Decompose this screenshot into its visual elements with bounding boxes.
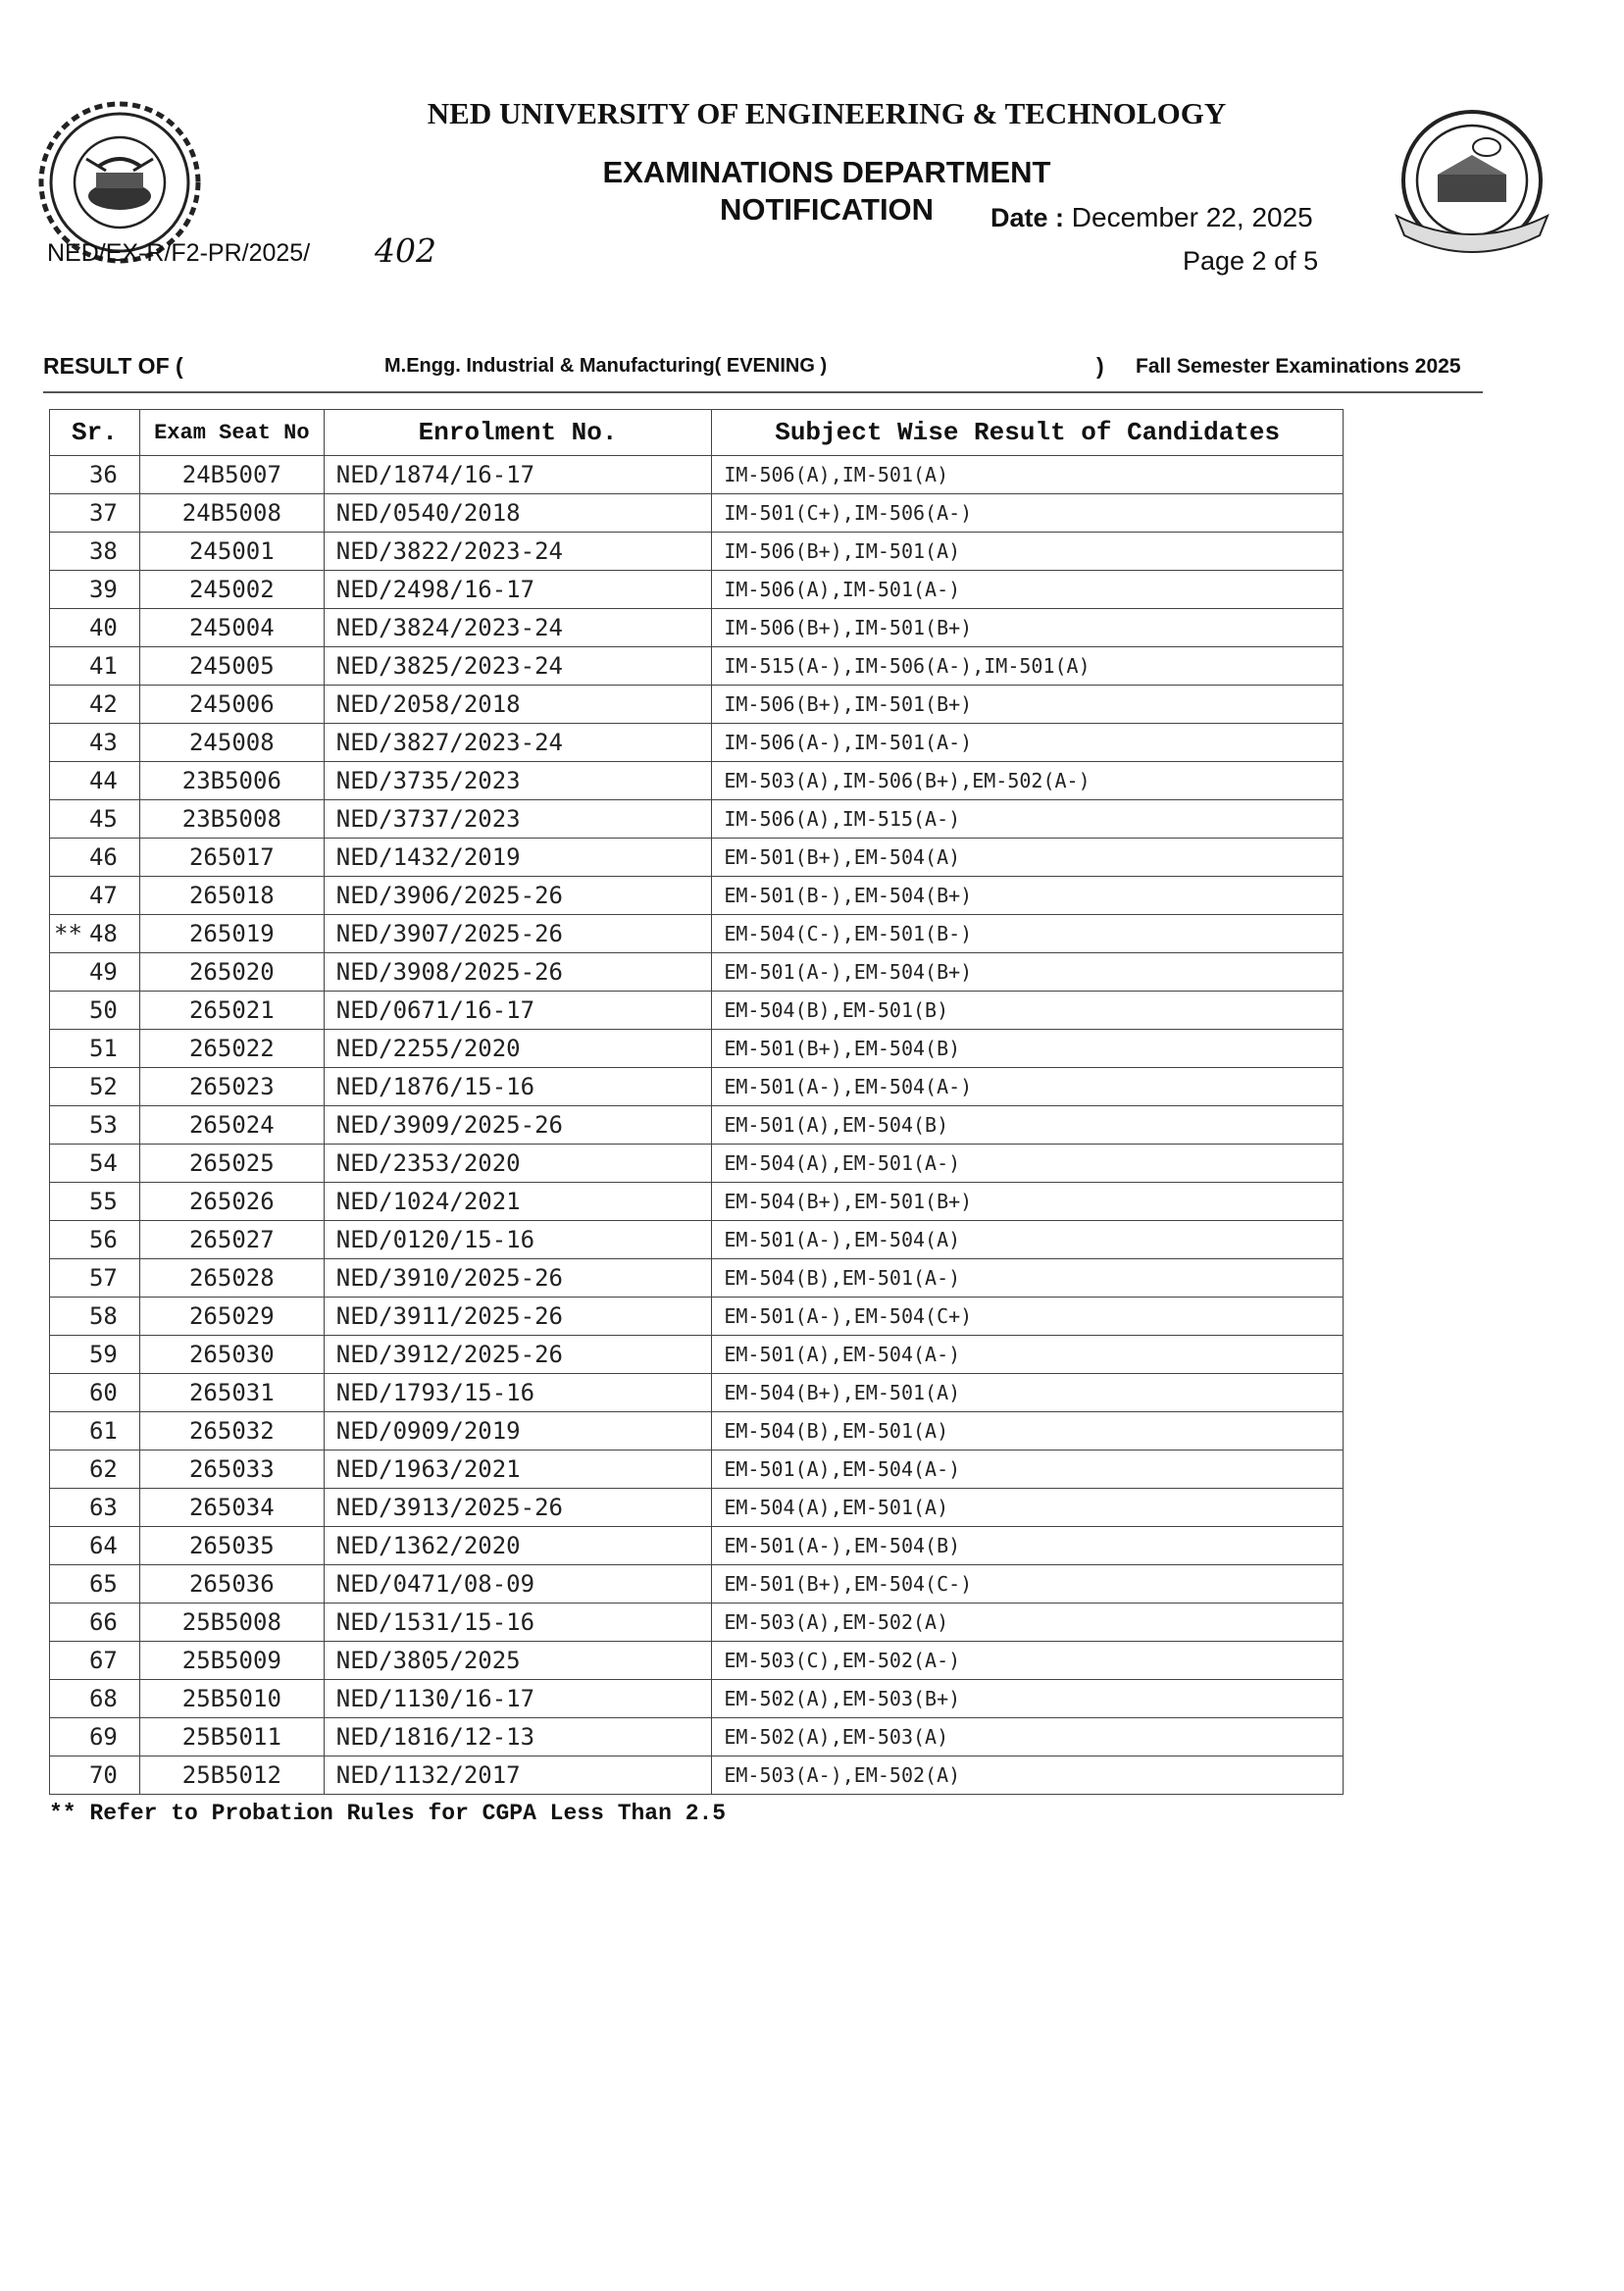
cell-enrolment: NED/1132/2017 (324, 1756, 712, 1795)
cell-seat-no: 265029 (139, 1298, 324, 1336)
cell-result: EM-504(B),EM-501(A) (712, 1412, 1344, 1451)
cell-sr (50, 762, 140, 800)
sr-number: 38 (88, 537, 118, 565)
cell-result: EM-501(B+),EM-504(B) (712, 1030, 1344, 1068)
cell-enrolment: NED/1130/16-17 (324, 1680, 712, 1718)
table-row (50, 1680, 1344, 1718)
cell-seat-no: 25B5012 (139, 1756, 324, 1795)
cell-seat-no: 265036 (139, 1565, 324, 1604)
cell-result: EM-501(B+),EM-504(C-) (712, 1565, 1344, 1604)
cell-sr (50, 1718, 140, 1756)
cell-enrolment: NED/3805/2025 (324, 1642, 712, 1680)
cell-result: IM-506(A),IM-501(A) (712, 456, 1344, 494)
cell-enrolment: NED/3913/2025-26 (324, 1489, 712, 1527)
cell-enrolment: NED/3909/2025-26 (324, 1106, 712, 1145)
table-row (50, 1221, 1344, 1259)
cell-enrolment: NED/1024/2021 (324, 1183, 712, 1221)
cell-seat-no: 265017 (139, 839, 324, 877)
cell-sr (50, 915, 140, 953)
cell-sr (50, 533, 140, 571)
sr-number: 42 (88, 690, 118, 718)
sr-number: 61 (88, 1417, 118, 1445)
cell-sr (50, 494, 140, 533)
table-row (50, 647, 1344, 686)
sr-number: 65 (88, 1570, 118, 1598)
cell-seat-no: 25B5011 (139, 1718, 324, 1756)
cell-sr (50, 1183, 140, 1221)
sr-number: 60 (88, 1379, 118, 1406)
cell-seat-no: 245005 (139, 647, 324, 686)
cell-result: EM-504(C-),EM-501(B-) (712, 915, 1344, 953)
cell-result: EM-501(A),EM-504(A-) (712, 1451, 1344, 1489)
cell-sr (50, 1489, 140, 1527)
sr-number: 52 (88, 1073, 118, 1100)
cell-enrolment: NED/3825/2023-24 (324, 647, 712, 686)
cell-seat-no: 265023 (139, 1068, 324, 1106)
table-row (50, 571, 1344, 609)
table-row (50, 609, 1344, 647)
cell-seat-no: 265033 (139, 1451, 324, 1489)
table-row (50, 686, 1344, 724)
cell-sr (50, 1756, 140, 1795)
sr-number: 58 (88, 1302, 118, 1330)
sr-number: 66 (88, 1608, 118, 1636)
date-value: December 22, 2025 (1071, 202, 1313, 232)
table-row (50, 1259, 1344, 1298)
sr-number: 49 (88, 958, 118, 986)
table-row (50, 915, 1344, 953)
sr-number: 40 (88, 614, 118, 641)
sr-number: 47 (88, 882, 118, 909)
cell-enrolment: NED/3912/2025-26 (324, 1336, 712, 1374)
table-row (50, 1756, 1344, 1795)
cell-enrolment: NED/1816/12-13 (324, 1718, 712, 1756)
cell-seat-no: 265018 (139, 877, 324, 915)
cell-sr (50, 1642, 140, 1680)
cell-result: EM-503(C),EM-502(A-) (712, 1642, 1344, 1680)
sr-number: 68 (88, 1685, 118, 1712)
cell-result: EM-503(A),EM-502(A) (712, 1604, 1344, 1642)
cell-enrolment: NED/3827/2023-24 (324, 724, 712, 762)
result-of-label: RESULT OF ( (43, 353, 183, 379)
cell-seat-no: 265034 (139, 1489, 324, 1527)
table-row (50, 839, 1344, 877)
cell-result: EM-501(A-),EM-504(B+) (712, 953, 1344, 992)
cell-sr (50, 1336, 140, 1374)
cell-seat-no: 265024 (139, 1106, 324, 1145)
cell-enrolment: NED/2255/2020 (324, 1030, 712, 1068)
cell-sr (50, 1221, 140, 1259)
cell-result: EM-504(B+),EM-501(A) (712, 1374, 1344, 1412)
cell-seat-no: 25B5009 (139, 1642, 324, 1680)
table-header-row (50, 410, 1344, 456)
cell-sr (50, 1374, 140, 1412)
cell-seat-no: 25B5008 (139, 1604, 324, 1642)
sr-number: 57 (88, 1264, 118, 1292)
column-header-sr: Sr. (50, 410, 140, 456)
probation-flag: ** (54, 920, 82, 947)
table-row (50, 1183, 1344, 1221)
table-row (50, 1298, 1344, 1336)
sr-number: 37 (88, 499, 118, 527)
cell-seat-no: 265027 (139, 1221, 324, 1259)
cell-result: EM-501(A),EM-504(A-) (712, 1336, 1344, 1374)
sr-number: 55 (88, 1188, 118, 1215)
cell-enrolment: NED/0471/08-09 (324, 1565, 712, 1604)
sr-number: 43 (88, 729, 118, 756)
cell-enrolment: NED/3910/2025-26 (324, 1259, 712, 1298)
cell-sr (50, 1451, 140, 1489)
table-row (50, 724, 1344, 762)
cell-enrolment: NED/1432/2019 (324, 839, 712, 877)
cell-sr (50, 800, 140, 839)
cell-seat-no: 245004 (139, 609, 324, 647)
cell-enrolment: NED/2058/2018 (324, 686, 712, 724)
cell-seat-no: 265021 (139, 992, 324, 1030)
cell-sr (50, 1068, 140, 1106)
cell-seat-no: 245008 (139, 724, 324, 762)
cell-sr (50, 686, 140, 724)
cell-result: EM-502(A),EM-503(B+) (712, 1680, 1344, 1718)
sr-number: 48 (88, 920, 118, 947)
sr-number: 69 (88, 1723, 118, 1751)
cell-seat-no: 265020 (139, 953, 324, 992)
results-table-body (50, 456, 1344, 1795)
result-of-close-paren: ) (1096, 353, 1104, 379)
cell-enrolment: NED/2498/16-17 (324, 571, 712, 609)
cell-result: EM-501(A-),EM-504(A) (712, 1221, 1344, 1259)
table-row (50, 1336, 1344, 1374)
table-row (50, 953, 1344, 992)
cell-seat-no: 265028 (139, 1259, 324, 1298)
cell-seat-no: 265022 (139, 1030, 324, 1068)
table-row (50, 762, 1344, 800)
cell-seat-no: 23B5006 (139, 762, 324, 800)
sr-number: 39 (88, 576, 118, 603)
cell-result: EM-504(A),EM-501(A-) (712, 1145, 1344, 1183)
cell-seat-no: 265035 (139, 1527, 324, 1565)
cell-sr (50, 1565, 140, 1604)
table-row (50, 800, 1344, 839)
table-row (50, 1604, 1344, 1642)
university-name: NED UNIVERSITY OF ENGINEERING & TECHNOLOGY (427, 96, 1227, 130)
semester-name: Fall Semester Examinations 2025 (1136, 355, 1461, 378)
table-row (50, 992, 1344, 1030)
cell-enrolment: NED/1963/2021 (324, 1451, 712, 1489)
cell-result: IM-506(B+),IM-501(B+) (712, 686, 1344, 724)
table-row (50, 1527, 1344, 1565)
cell-seat-no: 245001 (139, 533, 324, 571)
table-row (50, 456, 1344, 494)
sr-number: 44 (88, 767, 118, 794)
cell-sr (50, 1527, 140, 1565)
date-label: Date : (990, 203, 1065, 232)
table-row (50, 1145, 1344, 1183)
sr-number: 53 (88, 1111, 118, 1139)
sr-number: 59 (88, 1341, 118, 1368)
cell-result: IM-506(B+),IM-501(A) (712, 533, 1344, 571)
cell-result: IM-501(C+),IM-506(A-) (712, 494, 1344, 533)
cell-enrolment: NED/3737/2023 (324, 800, 712, 839)
cell-enrolment: NED/0909/2019 (324, 1412, 712, 1451)
cell-seat-no: 265031 (139, 1374, 324, 1412)
cell-sr (50, 953, 140, 992)
cell-enrolment: NED/1362/2020 (324, 1527, 712, 1565)
sr-number: 50 (88, 996, 118, 1024)
cell-result: EM-503(A-),EM-502(A) (712, 1756, 1344, 1795)
cell-enrolment: NED/3911/2025-26 (324, 1298, 712, 1336)
cell-seat-no: 245006 (139, 686, 324, 724)
cell-result: EM-503(A),IM-506(B+),EM-502(A-) (712, 762, 1344, 800)
cell-result: IM-506(A),IM-501(A-) (712, 571, 1344, 609)
sr-number: 51 (88, 1035, 118, 1062)
cell-enrolment: NED/2353/2020 (324, 1145, 712, 1183)
sr-number: 46 (88, 843, 118, 871)
cell-sr (50, 877, 140, 915)
cell-result: IM-515(A-),IM-506(A-),IM-501(A) (712, 647, 1344, 686)
cell-sr (50, 992, 140, 1030)
cell-result: EM-502(A),EM-503(A) (712, 1718, 1344, 1756)
cell-enrolment: NED/1876/15-16 (324, 1068, 712, 1106)
cell-enrolment: NED/3907/2025-26 (324, 915, 712, 953)
cell-result: EM-504(B),EM-501(A-) (712, 1259, 1344, 1298)
table-row (50, 877, 1344, 915)
cell-result: EM-501(B-),EM-504(B+) (712, 877, 1344, 915)
sr-number: 45 (88, 805, 118, 833)
page-number: Page 2 of 5 (1183, 246, 1319, 276)
table-row (50, 1451, 1344, 1489)
cell-result: IM-506(B+),IM-501(B+) (712, 609, 1344, 647)
cell-seat-no: 24B5008 (139, 494, 324, 533)
cell-sr (50, 571, 140, 609)
sr-number: 41 (88, 652, 118, 680)
handwritten-reference-number: 402 (375, 231, 436, 270)
table-row (50, 1718, 1344, 1756)
cell-seat-no: 265025 (139, 1145, 324, 1183)
cell-enrolment: NED/3908/2025-26 (324, 953, 712, 992)
cell-sr (50, 456, 140, 494)
cell-sr (50, 1030, 140, 1068)
cell-sr (50, 1145, 140, 1183)
cell-sr (50, 1259, 140, 1298)
sr-number: 64 (88, 1532, 118, 1559)
sr-number: 54 (88, 1149, 118, 1177)
cell-enrolment: NED/3822/2023-24 (324, 533, 712, 571)
cell-seat-no: 23B5008 (139, 800, 324, 839)
cell-enrolment: NED/1531/15-16 (324, 1604, 712, 1642)
cell-result: EM-501(A-),EM-504(C+) (712, 1298, 1344, 1336)
cell-sr (50, 1412, 140, 1451)
sr-number: 36 (88, 461, 118, 488)
table-row (50, 1642, 1344, 1680)
cell-result: EM-501(A-),EM-504(B) (712, 1527, 1344, 1565)
cell-seat-no: 265026 (139, 1183, 324, 1221)
cell-sr (50, 609, 140, 647)
cell-seat-no: 265019 (139, 915, 324, 953)
cell-seat-no: 25B5010 (139, 1680, 324, 1718)
program-name: M.Engg. Industrial & Manufacturing( EVENING ) (384, 355, 828, 377)
cell-result: EM-504(B),EM-501(B) (712, 992, 1344, 1030)
cell-enrolment: NED/0540/2018 (324, 494, 712, 533)
cell-enrolment: NED/3824/2023-24 (324, 609, 712, 647)
sr-number: 63 (88, 1494, 118, 1521)
column-header-seat-no: Exam Seat No (139, 410, 324, 456)
table-row (50, 1030, 1344, 1068)
cell-enrolment: NED/0120/15-16 (324, 1221, 712, 1259)
cell-result: EM-504(A),EM-501(A) (712, 1489, 1344, 1527)
cell-seat-no: 265032 (139, 1412, 324, 1451)
sr-number: 67 (88, 1647, 118, 1674)
cell-sr (50, 1106, 140, 1145)
table-row (50, 1565, 1344, 1604)
cell-result: EM-501(A-),EM-504(A-) (712, 1068, 1344, 1106)
table-row (50, 1106, 1344, 1145)
cell-enrolment: NED/1793/15-16 (324, 1374, 712, 1412)
cell-enrolment: NED/3735/2023 (324, 762, 712, 800)
table-row (50, 1068, 1344, 1106)
table-row (50, 1489, 1344, 1527)
cell-seat-no: 265030 (139, 1336, 324, 1374)
department-name: EXAMINATIONS DEPARTMENT (602, 155, 1051, 189)
sr-number: 62 (88, 1455, 118, 1483)
cell-seat-no: 245002 (139, 571, 324, 609)
cell-result: IM-506(A),IM-515(A-) (712, 800, 1344, 839)
cell-seat-no: 24B5007 (139, 456, 324, 494)
cell-sr (50, 1680, 140, 1718)
cell-enrolment: NED/0671/16-17 (324, 992, 712, 1030)
table-row (50, 533, 1344, 571)
cell-sr (50, 1298, 140, 1336)
table-row (50, 1374, 1344, 1412)
cell-sr (50, 839, 140, 877)
results-table (49, 409, 1344, 1795)
cell-result: EM-504(B+),EM-501(B+) (712, 1183, 1344, 1221)
cell-result: EM-501(B+),EM-504(A) (712, 839, 1344, 877)
date-line (990, 202, 1313, 233)
cell-result: EM-501(A),EM-504(B) (712, 1106, 1344, 1145)
sr-number: 70 (88, 1761, 118, 1789)
table-row (50, 494, 1344, 533)
table-row (50, 1412, 1344, 1451)
cell-result: IM-506(A-),IM-501(A-) (712, 724, 1344, 762)
column-header-enrolment: Enrolment No. (324, 410, 712, 456)
cell-enrolment: NED/1874/16-17 (324, 456, 712, 494)
cell-enrolment: NED/3906/2025-26 (324, 877, 712, 915)
column-header-result: Subject Wise Result of Candidates (712, 410, 1344, 456)
reference-number: NED/EX-R/F2-PR/2025/ (47, 239, 311, 267)
sr-number: 56 (88, 1226, 118, 1253)
probation-footnote: ** Refer to Probation Rules for CGPA Less Than 2.5 (49, 1801, 727, 1826)
notice-type: NOTIFICATION (719, 192, 935, 227)
cell-sr (50, 724, 140, 762)
cell-sr (50, 1604, 140, 1642)
header-divider (43, 391, 1483, 393)
cell-sr (50, 647, 140, 686)
